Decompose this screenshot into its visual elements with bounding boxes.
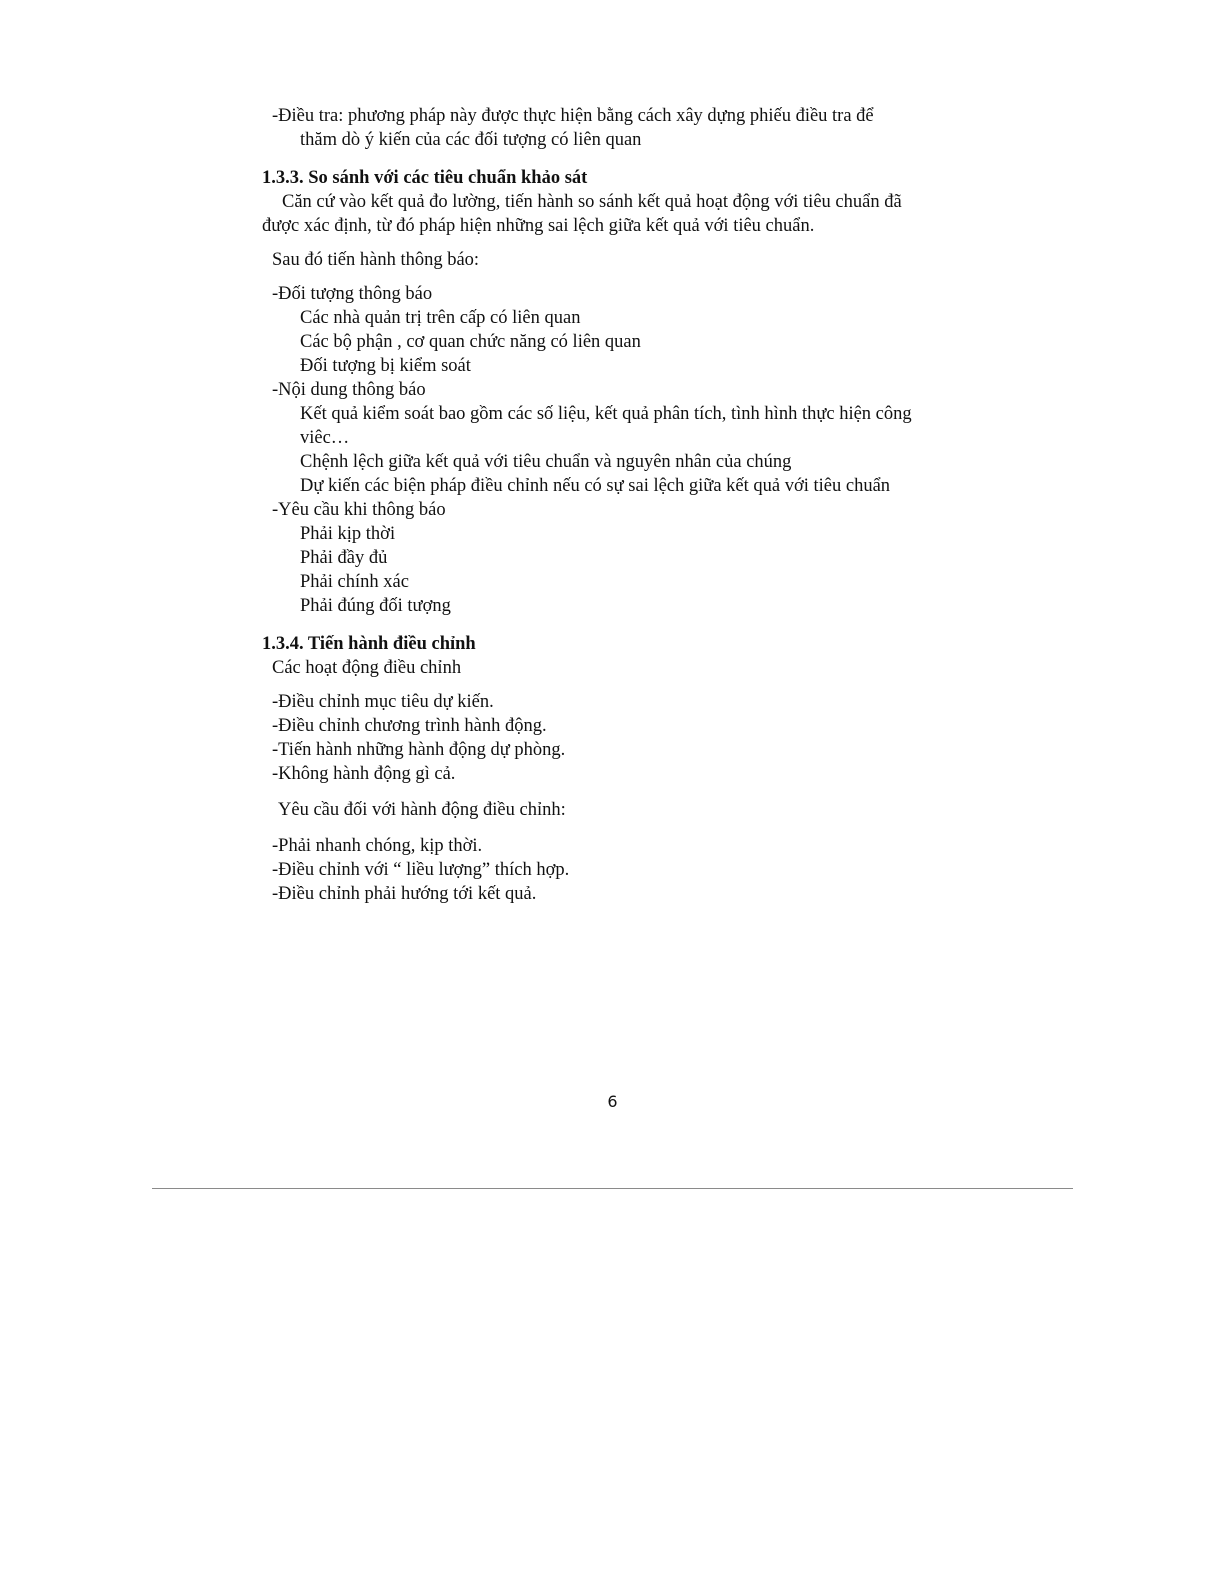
list-item: Dự kiến các biện pháp điều chỉnh nếu có sự sai lệch giữa kết quả với tiêu chuẩn [300,476,891,496]
section-1-3-3-body-line-1: Căn cứ vào kết quả đo lường, tiến hành so sánh kết quả hoạt động với tiêu chuẩn đã [282,192,902,212]
list-item: Phải đúng đối tượng [300,596,451,616]
adjust-requirements-intro: Yêu cầu đối với hành động điều chỉnh: [278,800,566,820]
list-item: Các nhà quản trị trên cấp có liên quan [300,308,581,328]
page-number: 6 [607,1092,618,1111]
footer-divider [152,1188,1073,1189]
list-item: Chệnh lệch giữa kết quả với tiêu chuẩn và nguyên nhân của chúng [300,452,792,472]
notify-intro: Sau đó tiến hành thông báo: [272,250,480,270]
section-1-3-3-body-line-2: được xác định, từ đó pháp hiện những sai lệch giữa kết quả với tiêu chuẩn. [262,216,815,236]
notify-content-heading: -Nội dung thông báo [272,380,426,400]
section-1-3-4-heading: 1.3.4. Tiến hành điều chỉnh [262,634,476,654]
adjust-intro: Các hoạt động điều chỉnh [272,658,462,678]
section-1-3-3-heading: 1.3.3. So sánh với các tiêu chuẩn khảo sát [262,168,588,188]
list-item-continuation: viêc… [300,428,350,448]
notify-target-heading: -Đối tượng thông báo [272,284,433,304]
list-item: Phải kịp thời [300,524,396,544]
list-item: -Phải nhanh chóng, kịp thời. [272,836,483,856]
notify-requirements-heading: -Yêu cầu khi thông báo [272,500,446,520]
list-item: -Tiến hành những hành động dự phòng. [272,740,566,760]
survey-paragraph-line-2: thăm dò ý kiến của các đối tượng có liên quan [300,130,642,150]
list-item: -Điều chỉnh với “ liều lượng” thích hợp. [272,860,570,880]
survey-paragraph-line-1: -Điều tra: phương pháp này được thực hiện bằng cách xây dựng phiếu điều tra để [272,106,874,126]
list-item: -Điều chỉnh mục tiêu dự kiến. [272,692,494,712]
list-item: Đối tượng bị kiểm soát [300,356,471,376]
page-content [262,104,982,906]
list-item: Phải chính xác [300,572,409,592]
list-item: -Không hành động gì cả. [272,764,456,784]
list-item: Các bộ phận , cơ quan chức năng có liên quan [300,332,641,352]
list-item: Phải đầy đủ [300,548,388,568]
list-item: -Điều chỉnh chương trình hành động. [272,716,547,736]
list-item: -Điều chỉnh phải hướng tới kết quả. [272,884,537,904]
list-item: Kết quả kiểm soát bao gồm các số liệu, kết quả phân tích, tình hình thực hiện công [300,404,912,424]
